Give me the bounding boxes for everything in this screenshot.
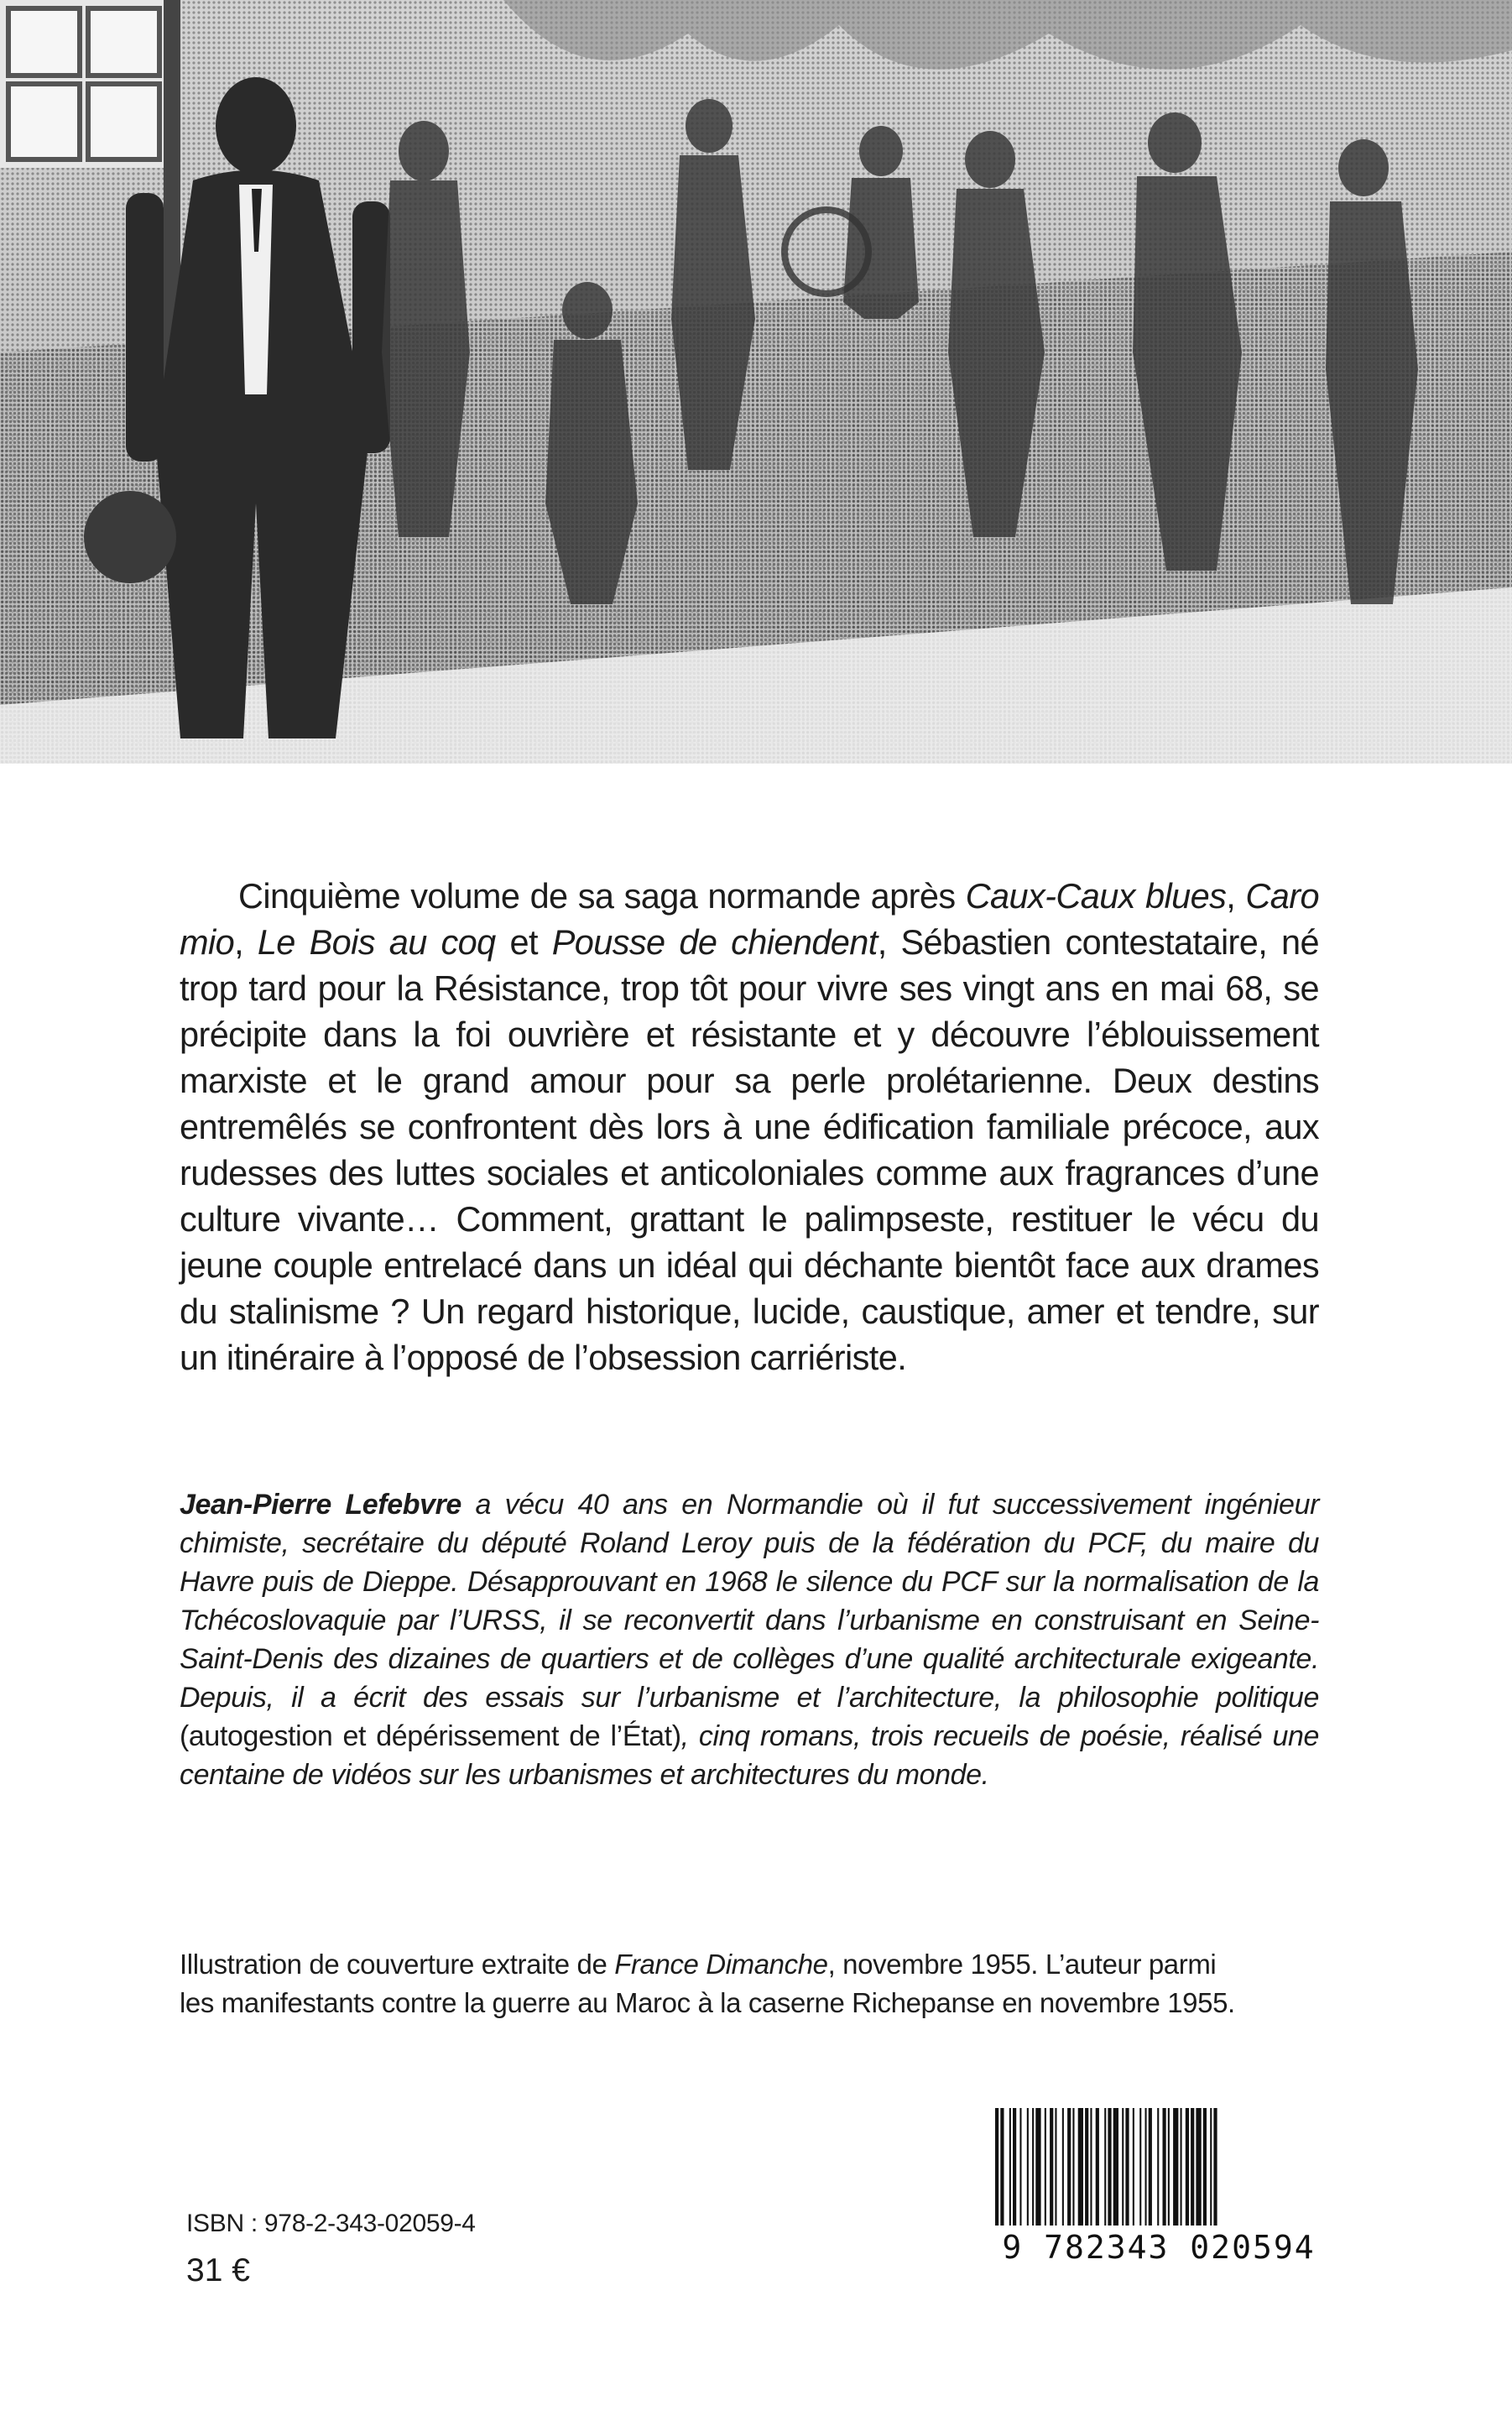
barcode-bar xyxy=(1062,2108,1064,2226)
barcode-bar xyxy=(1013,2108,1016,2226)
illustration-credit-text-3: les manifestants contre la guerre au Maroc à la caserne Richepanse en novembre 1955. xyxy=(180,1987,1235,2018)
barcode-bar xyxy=(1050,2108,1053,2226)
barcode-bar xyxy=(1191,2108,1194,2226)
barcode-bar xyxy=(1149,2108,1152,2226)
barcode-bar xyxy=(1139,2108,1141,2226)
back-cover-blurb xyxy=(180,873,1319,1380)
barcode-bar xyxy=(1055,2108,1056,2226)
barcode-bar xyxy=(1196,2108,1201,2226)
ean13-barcode-icon xyxy=(983,2101,1334,2236)
barcode-bar xyxy=(1045,2108,1046,2226)
barcode-bar xyxy=(1032,2108,1034,2226)
author-name: Jean-Pierre Lefebvre xyxy=(180,1489,461,1521)
illustration-credit-text-2: , novembre 1955. L’auteur parmi xyxy=(827,1949,1217,1980)
barcode-bar xyxy=(1186,2108,1189,2226)
blurb-text-5: , Sébastien contestataire, né trop tard pour la Résistance, trop tôt pour vivre ses vingt ans en mai 68, se précipite dans la foi ouvrière et résistante et y découvre l’éblouissement marxiste et le grand amour pour sa perle prolétarienne. Deux destins entremêlés se confrontent dès lors à une édification familiale précoce, aux rudesses des luttes sociales et anticoloniales comme aux fragrances d’une culture vivante… Comment, grattant le palimpseste, restituer le vécu du jeune couple entrelacé dans un idéal qui déchante bientôt face aux drames du stalinisme ? Un regard historique, lucide, caustique, amer et tendre, sur un itinéraire à l’opposé de l’obsession carriériste. xyxy=(180,922,1319,1377)
barcode-digits: 9 782343 020594 xyxy=(1002,2229,1316,2266)
barcode-bar xyxy=(1145,2108,1147,2226)
barcode-bar xyxy=(1122,2108,1124,2226)
barcode-bar xyxy=(1203,2108,1207,2226)
book-title-pousse-de-chiendent: Pousse de chiendent xyxy=(551,922,878,962)
illustration-credit xyxy=(180,1945,1354,2022)
author-bio xyxy=(180,1485,1319,1794)
bio-text-3: , cinq romans, trois recueils de poésie, réalisé une centaine de vidéos sur les urbanismes et architectures du monde. xyxy=(180,1720,1319,1791)
barcode-bar xyxy=(1078,2108,1083,2226)
barcode-bar xyxy=(1108,2108,1111,2226)
illustration-credit-text-1: Illustration de couverture extraite de xyxy=(180,1949,615,1980)
barcode-bar xyxy=(1104,2108,1106,2226)
bio-text-upright: (autogestion et dépérissement de l’État) xyxy=(180,1720,681,1752)
barcode-bar xyxy=(1067,2108,1071,2226)
barcode-bar xyxy=(1000,2108,1004,2226)
book-title-caux-caux-blues: Caux-Caux blues xyxy=(965,876,1227,916)
halftone-protest-photo-icon xyxy=(0,0,1512,764)
barcode-bar xyxy=(1125,2108,1129,2226)
blurb-text-1: Cinquième volume de sa saga normande après xyxy=(238,876,966,916)
blurb-text-3: , xyxy=(234,922,258,962)
barcode-bar xyxy=(1027,2108,1029,2226)
barcode-bar xyxy=(1163,2108,1166,2226)
blurb-text-2: , xyxy=(1226,876,1246,916)
barcode-bar xyxy=(1173,2108,1178,2226)
barcode-bar xyxy=(1213,2108,1217,2226)
price: 31 € xyxy=(186,2252,250,2288)
barcode-bar xyxy=(1157,2108,1159,2226)
barcode-bar xyxy=(1096,2108,1099,2226)
book-title-le-bois-au-coq: Le Bois au coq xyxy=(257,922,496,962)
book-title-caro-mio: Caro mio xyxy=(180,876,1319,962)
isbn: ISBN : 978-2-343-02059-4 xyxy=(186,2210,476,2237)
bio-text-1: a vécu 40 ans en Normandie où il fut successivement ingénieur chimiste, secrétaire du député Roland Leroy puis de la fédération du PCF, du maire du Havre puis de Dieppe. Désapprouvant en 1968 le silence du PCF sur la normalisation de la Tchécoslovaquie par l’URSS, il se reconvertit dans l’urbanisme en construisant en Seine-Saint-Denis des dizaines de quartiers et de collèges d’une qualité architecturale exigeante. Depuis, il a écrit des essais sur l’urbanisme et l’architecture, la philosophie politique xyxy=(180,1489,1319,1714)
barcode-bar xyxy=(1035,2108,1040,2226)
illustration-source-title: France Dimanche xyxy=(614,1949,828,1980)
blurb-text-4: et xyxy=(495,922,552,962)
barcode-bar xyxy=(1085,2108,1088,2226)
barcode-bar xyxy=(1181,2108,1182,2226)
barcode-bar xyxy=(1210,2108,1212,2226)
barcode-bar xyxy=(1133,2108,1134,2226)
barcode-bar xyxy=(1072,2108,1074,2226)
barcode-bar xyxy=(1019,2108,1021,2226)
barcode-bar xyxy=(1009,2108,1011,2226)
barcode-bar xyxy=(995,2108,998,2226)
barcode xyxy=(983,2101,1334,2274)
cover-photo xyxy=(0,0,1512,764)
barcode-bar xyxy=(1090,2108,1092,2226)
barcode-bar xyxy=(1113,2108,1118,2226)
barcode-bar xyxy=(1168,2108,1170,2226)
